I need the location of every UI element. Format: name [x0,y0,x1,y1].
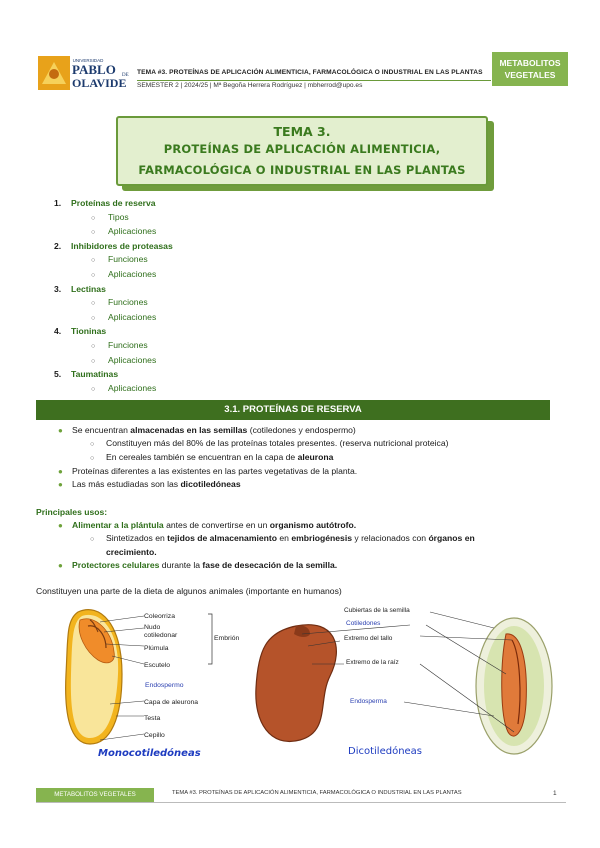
logo-main2: OLAVIDE [72,76,127,90]
diet-caption: Constituyen una parte de la dieta de algunos animales (importante en humanos) [36,586,342,596]
title-line1: TEMA 3. [273,124,331,139]
toc-item: 3. Lectinas [54,283,106,294]
bullet-line: ● Alimentar a la plántula antes de convertirse en un organismo autótrofo. [58,520,357,530]
subbullet-line: ○ Sintetizados en tejidos de almacenamiento en embriogénesis y relacionados con órganos en [90,533,475,543]
label-cotiledonar: cotiledonar [144,632,178,639]
label-testa: Testa [144,715,161,722]
header-rule [137,80,491,81]
toc-subitem: ○ Aplicaciones [91,311,157,322]
monocot-seed-figure [60,604,230,762]
toc-subitem: ○ Aplicaciones [91,268,157,279]
subbullet-continuation: crecimiento. [106,547,157,557]
dicot-bean [256,625,337,742]
toc-subitem: ○ Tipos [91,211,129,222]
label-endospermo: Endospermo [145,682,184,689]
bullet-line: ● Las más estudiadas son las dicotiledóneas [58,479,241,489]
label-extremo-tallo: Extremo del tallo [344,635,393,642]
label-coleorriza: Coleorriza [144,613,175,620]
bullet-line: ● Protectores celulares durante la fase de desecación de la semilla. [58,560,338,570]
label-cubiertas: Cubiertas de la semilla [344,607,410,614]
label-escutelo: Escutelo [144,662,171,669]
university-logo [38,54,136,94]
table-of-contents [54,197,173,396]
toc-item: 1. Proteínas de reserva [54,198,156,208]
page-number: 1 [553,790,557,797]
section-heading: 3.1. PROTEÍNAS DE RESERVA [36,400,550,420]
label-endosperma: Endosperma [350,698,387,705]
main-uses [36,506,475,572]
label-cepillo: Cepillo [144,732,165,739]
subbullet-line: ○ En cereales también se encuentran en la capa de aleurona [90,452,334,462]
toc-subitem: ○ Aplicaciones [91,382,157,393]
toc-subitem: ○ Funciones [91,254,148,265]
label-plumula: Plúmula [144,645,169,652]
toc-subitem: ○ Funciones [91,297,148,308]
label-nudo: Nudo [144,624,161,631]
toc-subitem: ○ Aplicaciones [91,354,157,365]
footer-rule [36,802,566,803]
header-subtitle: SEMESTER 2 | 2024/25 | Mª Begoña Herrera Rodríguez | mbherrod@upo.es [137,82,363,89]
bullet-line: ● Proteínas diferentes a las existentes en las partes vegetativas de la planta. [58,466,358,476]
monocot-caption: Monocotiledóneas [98,748,201,759]
toc-subitem: ○ Funciones [91,339,148,350]
dicot-seed-figure [244,604,572,762]
dicot-caption: Dicotiledóneas [348,746,423,757]
label-embrion: Embrión [214,635,240,642]
label-extremo-raiz: Extremo de la raíz [346,659,399,666]
logo-top-text: UNIVERSIDAD [72,58,104,63]
footer-badge: METABOLITOS VEGETALES [36,788,154,802]
label-cotiledones: Cotiledones [346,620,381,627]
reserve-facts [58,424,449,491]
toc-item: 5. Taumatinas [54,369,119,380]
toc-item: 2. Inhibidores de proteasas [54,240,173,251]
header-title: TEMA #3. PROTEÍNAS DE APLICACIÓN ALIMENTICIA, FARMACOLÓGICA O INDUSTRIAL EN LAS PLANTAS [137,69,483,76]
title-box [116,116,488,186]
badge-line2: VEGETALES [504,70,556,80]
logo-small: DE [122,73,129,78]
footer-text: TEMA #3. PROTEÍNAS DE APLICACIÓN ALIMENTICIA, FARMACOLÓGICA O INDUSTRIAL EN LAS PLANTAS [172,790,462,796]
uses-title: Principales usos: [36,507,108,517]
toc-item: 4. Tioninas [54,326,107,337]
badge-line1: METABOLITOS [499,58,561,68]
subbullet-line: ○ Constituyen más del 80% de las proteínas totales presentes. (reserva nutricional proteica) [90,438,449,448]
logo-main1: PABLO [72,62,116,77]
bullet-line: ● Se encuentran almacenadas en las semillas (cotiledones y endospermo) [58,425,356,435]
subject-badge [492,52,568,86]
title-line3: FARMACOLÓGICA O INDUSTRIAL EN LAS PLANTAS [138,163,466,177]
toc-subitem: ○ Aplicaciones [91,226,157,237]
title-line2: PROTEÍNAS DE APLICACIÓN ALIMENTICIA, [163,142,441,156]
label-aleurona: Capa de aleurona [144,699,199,706]
